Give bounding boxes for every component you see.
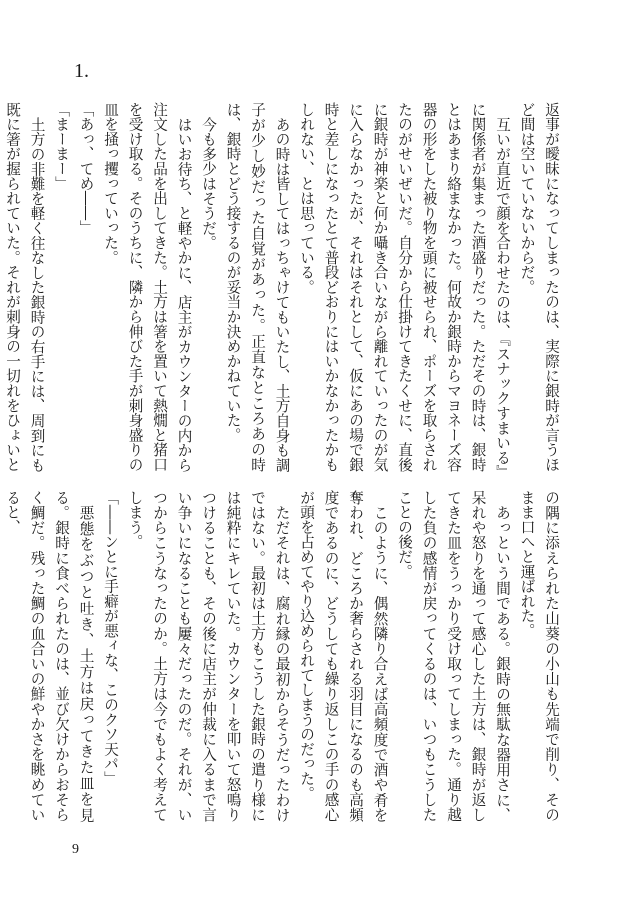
page-number: 9 [72, 842, 79, 857]
upper-text-block [4, 102, 563, 472]
paragraph: 互いが直近で顔を合わせたのは、『スナックすまいる』に関係者が集まった酒盛りだった。ただその時は、銀時とはあまり絡まなかった。何故か銀時からマヨネーズ容器の形をした被り物を頭に被せられ、ポーズを取らされたのがせいぜいだ。自分から仕掛けてきたくせに、直後に銀時が神楽と何か囁き合いながら離れていったのが気に入らなかったが、それはそれとして、仮にあの場で銀時と差しになったとて普段どおりにはいかなかったかもしれない、とは思っている。 [298, 102, 511, 472]
chapter-number: 1. [74, 60, 89, 82]
paragraph: 「あっ、てめ――」 [77, 102, 95, 236]
paragraph: 「まーまー」 [53, 102, 70, 191]
paragraph: このように、偶然隣り合えば高頻度で酒や肴を奪われ、どころか奢らされる羽目になるのも高頻度であるのに、どうしても繰り返しこの手の感心が頭を占めてやり込められてしまうのだった。 [298, 490, 389, 822]
paragraph: あの時は皆してはっちゃけてもいたし、土方自身も調子が少し妙だった自覚があった。正直なところあの時は、銀時とどう接するのが妥当か決めかねていた。 [224, 102, 291, 472]
paragraph: の隅に添えられた山葵の小山も先端で削り、そのまま口へと運ばれた。 [518, 490, 560, 822]
paragraph: ただそれは、腐れ縁の最初からそうだったわけではない。最初は土方もこうした銀時の遣り様には純粋にキレていた。カウンターを叩いて怒鳴りつけることも、その後に店主が仲裁に入るまで言い争いになることも屢々だったのだ。それが、いつからこうなったのか。土方は今でもよく考えてしまう。 [126, 490, 291, 822]
lower-text-block [4, 490, 563, 822]
paragraph: はいお待ち、と軽やかに、店主がカウンターの内から注文した品を出してきた。土方は箸を置いて熱燗と猪口を受け取る。そのうちに、隣から伸びた手が刺身盛りの皿を掻っ攫っていった。 [102, 102, 193, 472]
paragraph: 今も多少はそうだ。 [200, 116, 217, 250]
paragraph: あっという間である。銀時の無駄な器用さに、呆れや怒りを通って感心した土方は、銀時が返してきた皿をうっかり受け取ってしまった。通り越した負の感情が戻ってくるのは、いつもこうしたことの後だ。 [396, 490, 511, 822]
paragraph: 土方の非難を軽く往なした銀時の右手には、周到にも既に箸が握られていた。それが刺身の一切れをひょいと [4, 102, 46, 472]
paragraph: 「――ンとに手癖が悪ィな、このクソ天パ」 [102, 490, 119, 786]
paragraph: 返事が曖昧になってしまったのは、実際に銀時が言うほど間は空いていないからだ。 [518, 102, 560, 472]
paragraph: 悪態をぶつと吐き、土方は戻ってきた皿を見る。銀時に食べられたのは、並び欠けからおそらく鯛だ。残った鯛の血合いの鮮やかさを眺めていると、 [4, 490, 95, 822]
